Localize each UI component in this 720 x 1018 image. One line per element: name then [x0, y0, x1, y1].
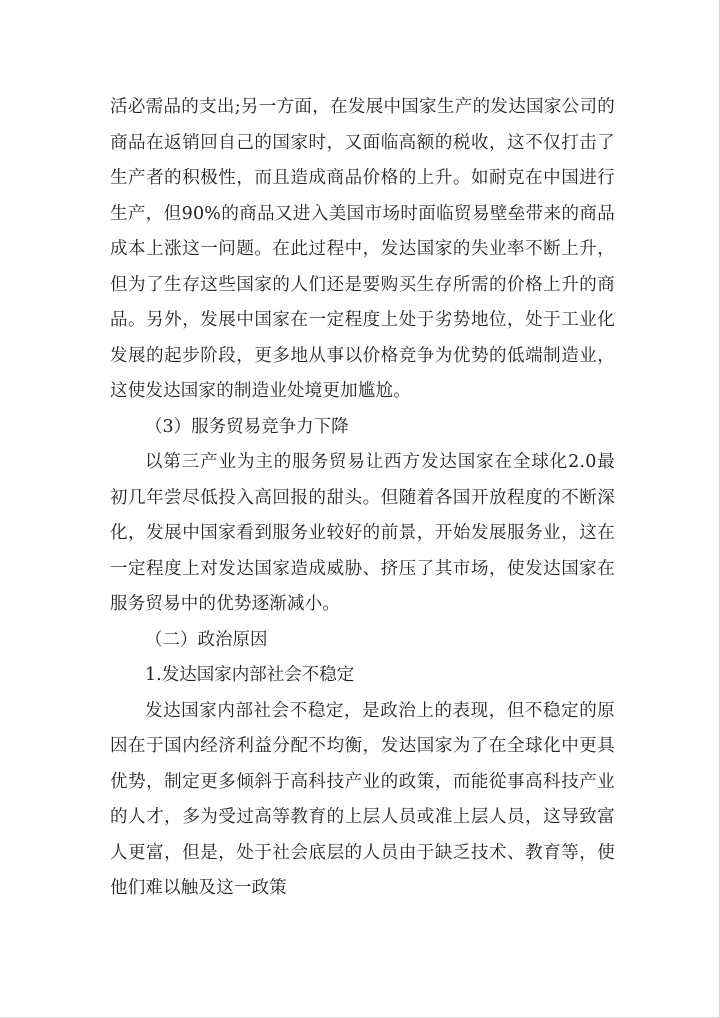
body-paragraph: 以第三产业为主的服务贸易让西方发达国家在全球化2.0最初几年尝尽低投入高回报的甜头。但随着各国开放程度的不断深化，发展中国家看到服务业较好的前景，开始发展服务业，这在一定程度上对发达国家造成威胁、挤压了其市场，使发达国家在服务贸易中的优势逐渐减小。 [110, 452, 615, 614]
body-paragraph: 发达国家内部社会不稳定，是政治上的表现，但不稳定的原因在于国内经济利益分配不均衡，发达国家为了在全球化中更具优势，制定更多倾斜于高科技产业的政策，而能從事高科技产业的人才，多为受过高等教育的上层人员或准上层人员，这导致富人更富，但是，处于社会底层的人员由于缺乏技术、教育等，使他们难以触及这一政策 [110, 700, 615, 898]
document-body [110, 90, 615, 907]
subsection-heading: （3）服务贸易竞争力下降 [145, 416, 349, 437]
section-heading: （二）政治原因 [145, 629, 268, 650]
subsection-heading: 1.发达国家内部社会不稳定 [145, 665, 355, 685]
body-paragraph: 活必需品的支出;另一方面，在发展中国家生产的发达国家公司的商品在返销回自己的国家时，又面临高额的税收，这不仅打击了生产者的积极性，而且造成商品价格的上升。如耐克在中国进行生产，但90%的商品又进入美国市场时面临贸易壁垒带来的商品成本上涨这一问题。在此过程中，发达国家的失业率不断上升，但为了生存这些国家的人们还是要购买生存所需的价格上升的商品。另外，发展中国家在一定程度上处于劣势地位，处于工业化发展的起步阶段，更多地从事以价格竞争为优势的低端制造业，这使发达国家的制造业处境更加尴尬。 [110, 97, 615, 401]
